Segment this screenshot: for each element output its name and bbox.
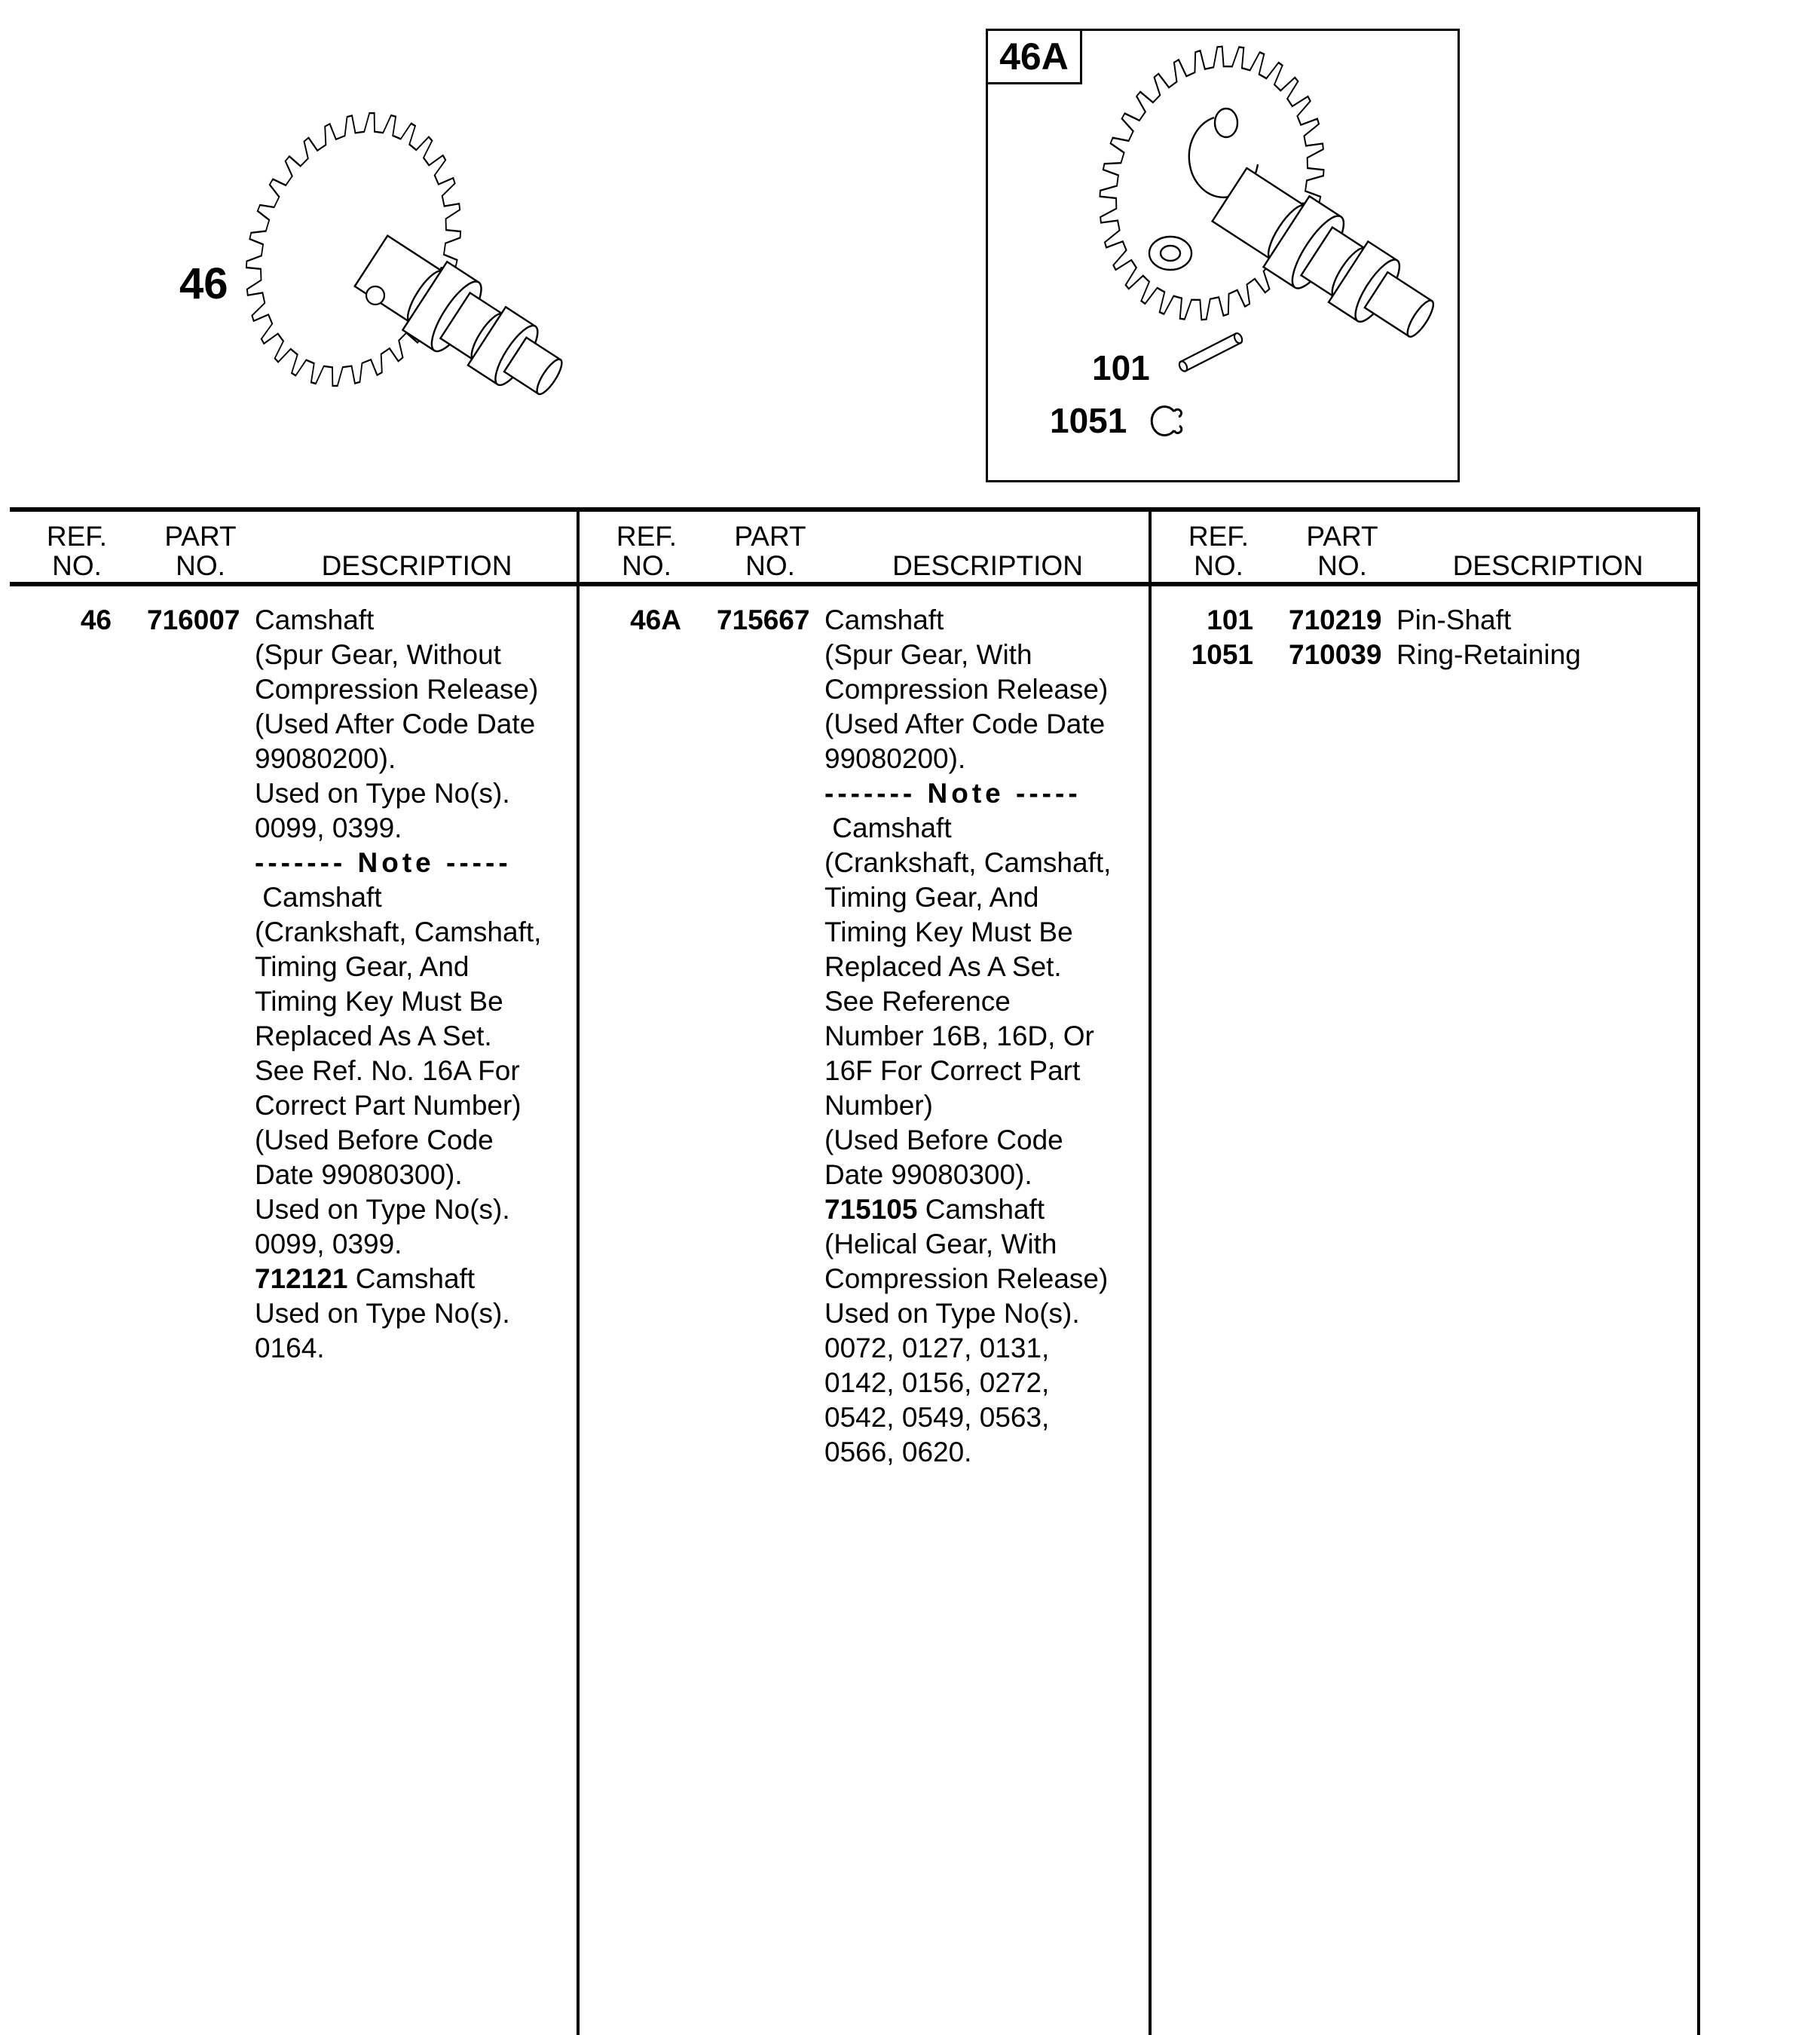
column-1-header bbox=[10, 516, 577, 580]
ref-no-header: REF. bbox=[46, 521, 108, 552]
table-header-separator bbox=[10, 582, 1700, 586]
part-no-header: PART bbox=[734, 521, 806, 552]
figure-camshaft-46a-box bbox=[986, 29, 1460, 482]
column-3-body bbox=[1152, 603, 1697, 672]
column-3-header bbox=[1152, 516, 1697, 580]
ref-no-cell: 1051 bbox=[1191, 639, 1253, 670]
part-no-header: NO. bbox=[1317, 550, 1367, 581]
figure-camshaft-46 bbox=[173, 45, 580, 407]
part-no-header: NO. bbox=[176, 550, 225, 581]
description-header: DESCRIPTION bbox=[892, 550, 1083, 581]
table-row bbox=[10, 603, 577, 1366]
column-divider-2 bbox=[1149, 507, 1152, 2035]
table-right-border bbox=[1697, 507, 1700, 2035]
ref-no-cell: 101 bbox=[1207, 604, 1253, 635]
table-row bbox=[580, 603, 1149, 1470]
part-no-header: PART bbox=[1306, 521, 1378, 552]
ref-no-header: NO. bbox=[1194, 550, 1243, 581]
part-no-cell: 710039 bbox=[1289, 639, 1382, 670]
ref-no-cell: 46A bbox=[630, 604, 681, 635]
ref-no-header: REF. bbox=[1188, 521, 1250, 552]
part-no-header: PART bbox=[164, 521, 237, 552]
table-row bbox=[1152, 603, 1697, 638]
ref-no-cell: 46 bbox=[80, 604, 112, 635]
description-cell: Camshaft (Spur Gear, With Compression Release) (Used After Code Date 99080200). ------- Note ----- Camshaft (Crankshaft, Camshaft, Timing Gear, And Timing Key Must Be Replaced As A Set. See Reference Number 16B, 16D, Or 16F For Correct Part Number) (Used Before Code Date 99080300). 715105 Camshaft (Helical Gear, With Compression Release) Used on Type No(s). 0072, 0127, 0131, 0142, 0156, 0272, 0542, 0549, 0563, 0566, 0620. bbox=[824, 604, 1112, 1467]
ring-callout-1051: 1051 bbox=[1050, 401, 1127, 440]
figure-46a-label: 46A bbox=[986, 29, 1082, 84]
table-row bbox=[1152, 638, 1697, 672]
part-no-cell: 716007 bbox=[147, 604, 240, 635]
ref-no-header: REF. bbox=[616, 521, 678, 552]
pin-callout-101: 101 bbox=[1092, 348, 1150, 387]
part-no-cell: 715667 bbox=[717, 604, 810, 635]
column-2-body bbox=[580, 603, 1149, 1470]
table-top-border bbox=[10, 507, 1700, 512]
camshaft-46-drawing bbox=[173, 45, 580, 407]
column-2-header bbox=[580, 516, 1149, 580]
part-no-header: NO. bbox=[745, 550, 795, 581]
part-no-cell: 710219 bbox=[1289, 604, 1382, 635]
description-cell: Pin-Shaft bbox=[1396, 604, 1512, 635]
column-1-body bbox=[10, 603, 577, 1366]
description-header: DESCRIPTION bbox=[1452, 550, 1644, 581]
description-cell: Camshaft (Spur Gear, Without Compression Release) (Used After Code Date 99080200). Used on Type No(s). 0099, 0399. ------- Note ----- Camshaft (Crankshaft, Camshaft, Timing Gear, And Timing Key Must Be Replaced As A Set. See Ref. No. 16A For Correct Part Number) (Used Before Code Date 99080300). Used on Type No(s). 0099, 0399. 712121 Camshaft Used on Type No(s). 0164. bbox=[255, 604, 542, 1363]
description-cell: Ring-Retaining bbox=[1396, 639, 1581, 670]
description-header: DESCRIPTION bbox=[321, 550, 512, 581]
figure-46-label: 46 bbox=[179, 259, 228, 308]
ref-no-header: NO. bbox=[622, 550, 671, 581]
ref-no-header: NO. bbox=[52, 550, 102, 581]
